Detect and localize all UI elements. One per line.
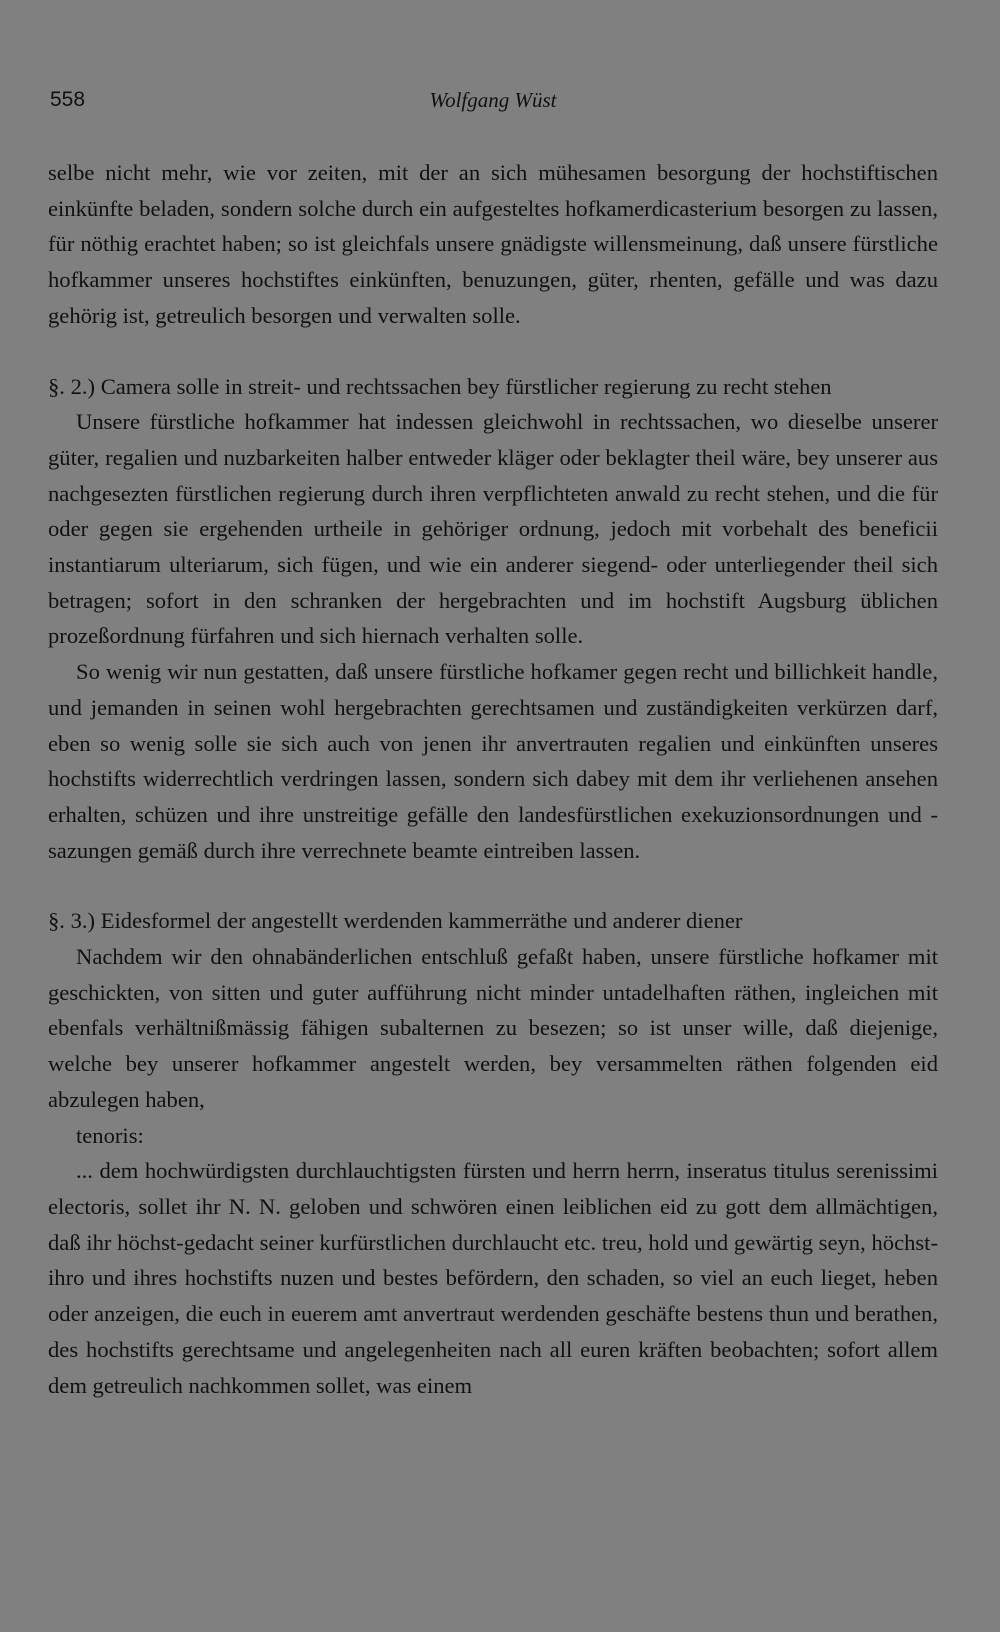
paragraph-continued: selbe nicht mehr, wie vor zeiten, mit der an sich mühesamen besorgung der hochstiftischen einkünfte beladen, sondern solche durch ein aufgesteltes hofkamerdicasterium besorgen zu lassen, für nöthig erachtet haben; so ist gleichfals unsere gnädigste willensmeinung, daß unsere fürstliche hofkammer unseres hochstiftes einkünften, benuzungen, güter, rhenten, gefälle und was dazu gehörig ist, getreulich besorgen und verwalten solle. <box>48 160 938 328</box>
section-2-paragraph-1: Unsere fürstliche hofkammer hat indessen gleichwohl in rechtssachen, wo dieselbe unserer güter, regalien und nuzbarkeiten halber entweder kläger oder beklagter theil wäre, bey unserer aus nachgesezten fürstlichen regierung durch ihren verpflichteten anwald zu recht stehen, und die für oder gegen sie ergehenden urtheile in gehöriger ordnung, jedoch mit vorbehalt des beneficii instantiarum ulteriarum, sich fügen, und wie ein anderer siegend- oder unterliegender theil sich betragen; sofort in den schranken der hergebrachten und im hochstift Augsburg üblichen prozeßordnung fürfahren und sich hiernach verhalten solle. <box>48 409 938 649</box>
page-body <box>48 155 938 1403</box>
book-page <box>48 82 938 1403</box>
section-2-heading: §. 2.) Camera solle in streit- und rechtssachen bey fürstlicher regierung zu recht stehen <box>48 373 832 399</box>
page-header <box>48 82 938 122</box>
running-head-author: Wolfgang Wüst <box>429 88 557 112</box>
tenoris-label: tenoris: <box>76 1122 144 1148</box>
section-gap <box>48 868 938 903</box>
section-2-paragraph-2: So wenig wir nun gestatten, daß unsere fürstliche hofkamer gegen recht und billichkeit handle, und jemanden in seinen wohl hergebrachten gerechtsamen und zuständigkeiten verkürzen darf, eben so wenig solle sie sich auch von jenen ihr anvertrauten regalien und einkünften unseres hochstifts widerrechtlich verdringen lassen, sondern sich dabey mit dem ihr verliehenen ansehen erhalten, schüzen und ihre unstreitige gefälle den landesfürstlichen exekuzionsordnungen und -sazungen gemäß durch ihre verrechnete beamte eintreiben lassen. <box>48 659 938 863</box>
section-gap <box>48 334 938 369</box>
section-3-paragraph-1: Nachdem wir den ohnabänderlichen entschluß gefaßt haben, unsere fürstliche hofkamer mit geschickten, von sitten und guter aufführung nicht minder untadelhaften räthen, ingleichen mit ebenfals verhältnißmässig fähigen subalternen zu besezen; so ist unser wille, daß diejenige, welche bey unserer hofkammer angestelt werden, bey versammelten räthen folgenden eid abzulegen haben, <box>48 944 938 1112</box>
page-number: 558 <box>50 88 86 111</box>
oath-text: ... dem hochwürdigsten durchlauchtigsten fürsten und herrn herrn, inseratus titulus serenissimi electoris, sollet ihr N. N. geloben und schwören einen leiblichen eid zu gott dem allmächtigen, daß ihr höchst-gedacht seiner kurfürstlichen durchlaucht etc. treu, hold und gewärtig seyn, höchst-ihro und ihres hochstifts nuzen und bestes befördern, den schaden, so viel an euch lieget, heben oder anzeigen, die euch in euerem amt anvertraut werdenden geschäfte bestens thun und berathen, des hochstifts gerechtsame und angelegenheiten nach all euren kräften beobachten; sofort allem dem getreulich nachkommen sollet, was einem <box>48 1158 938 1398</box>
section-3-heading: §. 3.) Eidesformel der angestellt werdenden kammerräthe und anderer diener <box>48 908 743 934</box>
